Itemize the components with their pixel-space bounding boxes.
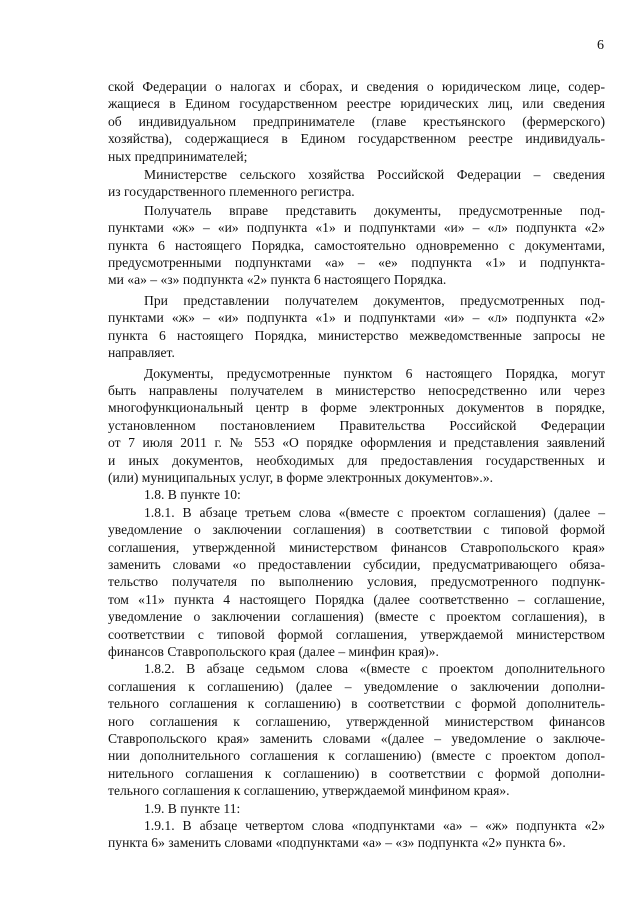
- text-line: Ставропольского края» заменить словами «(далее – уведомление о заключе-: [108, 731, 605, 747]
- text-line: тельного соглашения к соглашению, утверждаемой минфином края».: [108, 783, 510, 799]
- text-line: от 7 июля 2011 г. № 553 «О порядке оформления и представления заявлений: [108, 435, 605, 451]
- text-line: 1.8.2. В абзаце седьмом слова «(вместе с проектом дополнительного: [144, 661, 605, 677]
- text-line: быть направлены получателем в министерство непосредственно или через: [108, 382, 605, 398]
- text-line: из государственного племенного регистра.: [108, 184, 355, 200]
- text-line: многофункциональный центр в форме электронных документов в порядке,: [108, 400, 605, 416]
- text-line: тельного соглашения к соглашению) в соответствии с формой дополнитель-: [108, 696, 605, 712]
- text-line: 1.9.1. В абзаце четвертом слова «подпунктами «а» – «ж» подпункта «2»: [144, 818, 605, 834]
- text-line: 1.9. В пункте 11:: [144, 800, 241, 816]
- text-line: соглашения, утвержденной министерством финансов Ставропольского края»: [108, 539, 605, 555]
- text-line: ного соглашения к соглашению, утвержденной министерством финансов: [108, 713, 605, 729]
- text-line: установленном постановлением Правительства Российской Федерации: [108, 417, 605, 433]
- text-line: нительного соглашения к соглашению) в соответствии с формой дополни-: [108, 765, 605, 781]
- text-line: уведомление о заключении соглашения) в соответствии с типовой формой: [108, 522, 605, 538]
- text-line: жащиеся в Едином государственном реестре юридических лиц, или сведения: [108, 96, 605, 112]
- text-line: предусмотренными подпунктами «а» – «е» подпункта «1» и подпункта-: [108, 255, 605, 271]
- text-line: и иных документов, необходимых для предоставления государственных и: [108, 452, 605, 468]
- text-line: об индивидуальном предпринимателе (главе крестьянского (фермерского): [108, 113, 605, 129]
- text-line: пункта 6» заменить словами «подпунктами «а» – «з» подпункта «2» пункта 6».: [108, 835, 566, 851]
- text-line: нии дополнительного соглашения к соглашению) (вместе с проектом допол-: [108, 748, 605, 764]
- text-line: (или) муниципальных услуг, в форме электронных документов».».: [108, 469, 494, 485]
- text-line: пунктами «ж» – «и» подпункта «1» и подпунктами «и» – «л» подпункта «2»: [108, 220, 605, 236]
- text-line: Министерстве сельского хозяйства Российской Федерации – сведения: [144, 167, 605, 183]
- text-line: хозяйства), содержащиеся в Едином государственном реестре индивидуаль-: [108, 131, 605, 147]
- text-line: Документы, предусмотренные пунктом 6 настоящего Порядка, могут: [144, 365, 605, 381]
- text-line: При представлении получателем документов, предусмотренных под-: [144, 292, 605, 308]
- text-line: направляет.: [108, 345, 175, 361]
- text-line: пункта 6 настоящего Порядка, самостоятельно одновременно с документами,: [108, 237, 605, 253]
- text-line: тельство получателя по выполнению условия, предусмотренного подпунк-: [108, 574, 605, 590]
- text-line: заменить словами «о предоставлении субсидии, предусматривающего обяза-: [108, 556, 605, 572]
- text-line: пункта 6 настоящего Порядка, министерство межведомственные запросы не: [108, 327, 605, 343]
- text-line: ми «а» – «з» подпункта «2» пункта 6 настоящего Порядка.: [108, 272, 447, 288]
- text-line: ных предпринимателей;: [108, 148, 248, 164]
- text-line: соответствии с типовой формой соглашения, утверждаемой министерством: [108, 626, 605, 642]
- page-number: 6: [597, 38, 604, 53]
- text-line: 1.8. В пункте 10:: [144, 487, 241, 503]
- text-line: ской Федерации о налогах и сборах, и сведения о юридическом лице, содер-: [108, 79, 605, 94]
- text-line: том «11» пункта 4 настоящего Порядка (далее соответственно – соглашение,: [108, 591, 605, 607]
- text-line: 1.8.1. В абзаце третьем слова «(вместе с проектом соглашения) (далее –: [144, 504, 605, 520]
- text-line: уведомление о заключении соглашения) (вместе с проектом соглашения), в: [108, 609, 605, 625]
- text-line: Получатель вправе представить документы, предусмотренные под-: [144, 202, 605, 218]
- text-line: финансов Ставропольского края (далее – минфин края)».: [108, 644, 439, 659]
- text-line: соглашения к соглашению) (далее – уведомление о заключении дополни-: [108, 678, 605, 694]
- document-body: [108, 78, 605, 852]
- text-line: пунктами «ж» – «и» подпункта «1» и подпунктами «и» – «л» подпункта «2»: [108, 310, 605, 326]
